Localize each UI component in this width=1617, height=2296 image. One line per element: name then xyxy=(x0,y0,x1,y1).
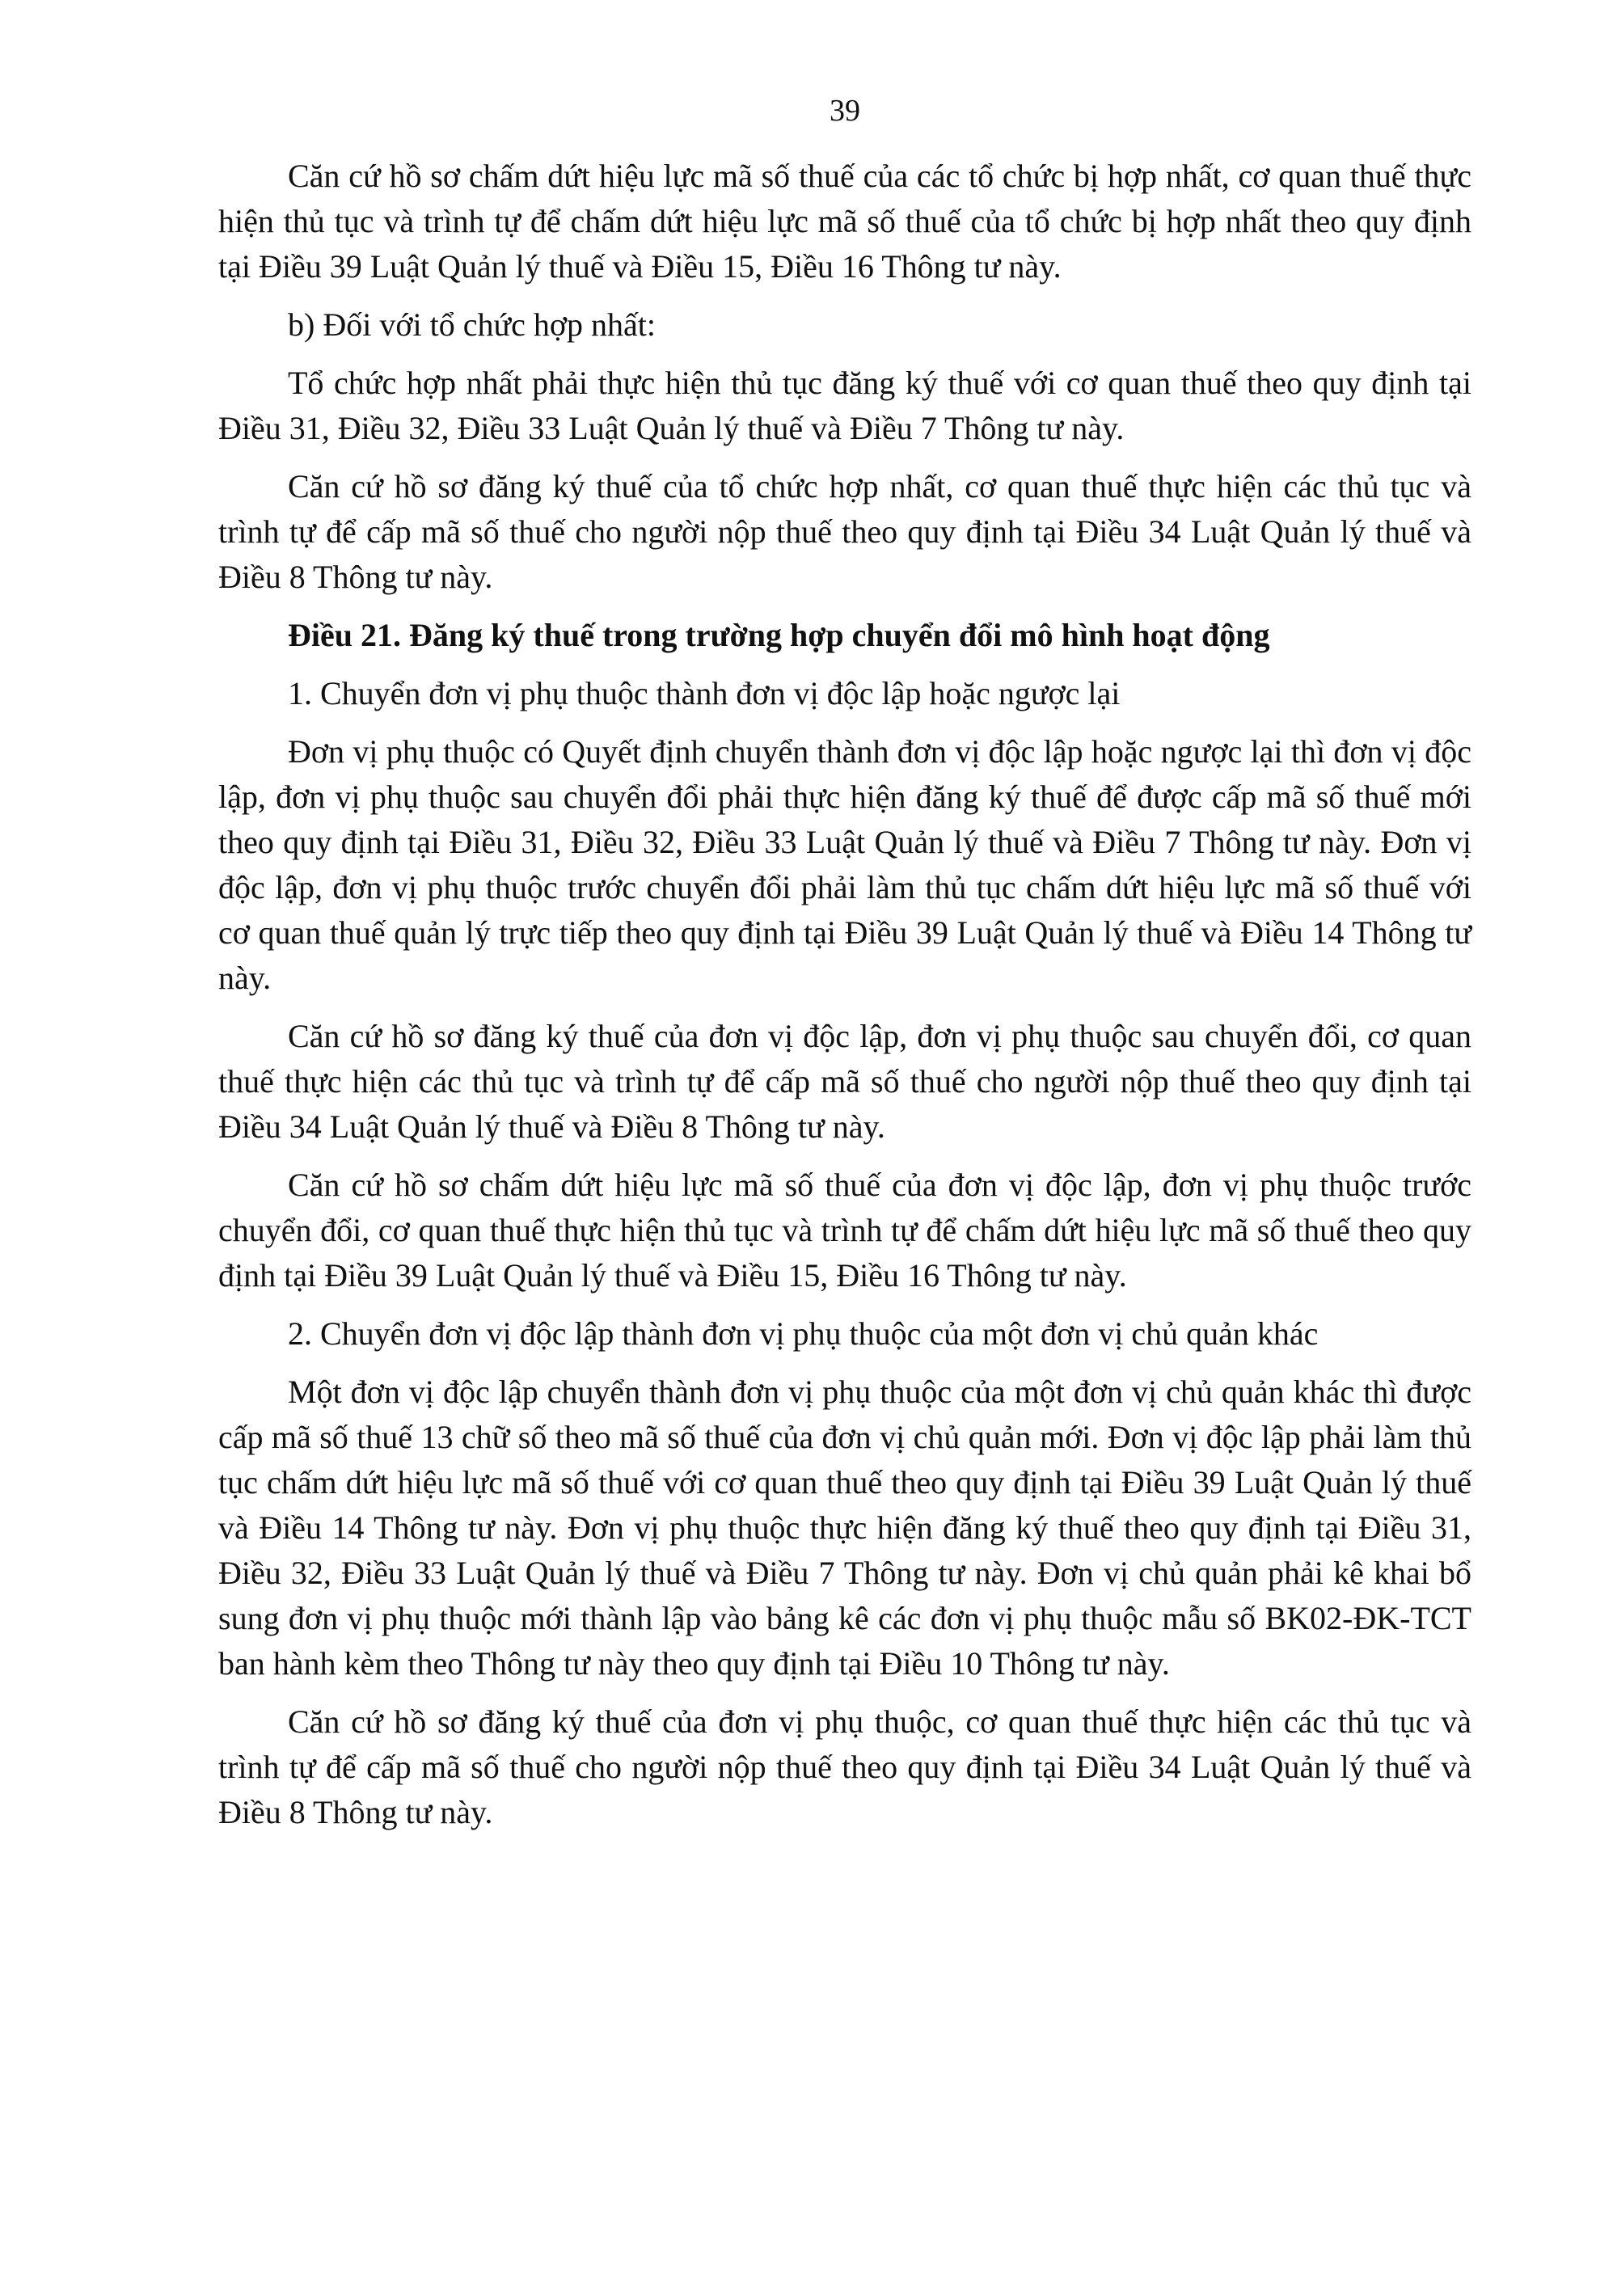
paragraph: Căn cứ hồ sơ đăng ký thuế của tổ chức hợp nhất, cơ quan thuế thực hiện các thủ tục và trình tự để cấp mã số thuế cho người nộp thuế theo quy định tại Điều 34 Luật Quản lý thuế và Điều 8 Thông tư này. xyxy=(218,468,1471,595)
paragraph: Căn cứ hồ sơ chấm dứt hiệu lực mã số thuế của đơn vị độc lập, đơn vị phụ thuộc trước chuyển đổi, cơ quan thuế thực hiện thủ tục và trình tự để chấm dứt hiệu lực mã số thuế theo quy định tại Điều 39 Luật Quản lý thuế và Điều 15, Điều 16 Thông tư này. xyxy=(218,1167,1471,1294)
paragraph: Tổ chức hợp nhất phải thực hiện thủ tục đăng ký thuế với cơ quan thuế theo quy định tại Điều 31, Điều 32, Điều 33 Luật Quản lý thuế và Điều 7 Thông tư này. xyxy=(218,365,1471,446)
paragraph: Căn cứ hồ sơ chấm dứt hiệu lực mã số thuế của các tổ chức bị hợp nhất, cơ quan thuế thực hiện thủ tục và trình tự để chấm dứt hiệu lực mã số thuế của tổ chức bị hợp nhất theo quy định tại Điều 39 Luật Quản lý thuế và Điều 15, Điều 16 Thông tư này. xyxy=(218,158,1471,285)
paragraph: 1. Chuyển đơn vị phụ thuộc thành đơn vị độc lập hoặc ngược lại xyxy=(288,675,1121,711)
paragraph: Căn cứ hồ sơ đăng ký thuế của đơn vị phụ thuộc, cơ quan thuế thực hiện các thủ tục và trình tự để cấp mã số thuế cho người nộp thuế theo quy định tại Điều 34 Luật Quản lý thuế và Điều 8 Thông tư này. xyxy=(218,1703,1471,1830)
paragraph: Đơn vị phụ thuộc có Quyết định chuyển thành đơn vị độc lập hoặc ngược lại thì đơn vị độc lập, đơn vị phụ thuộc sau chuyển đổi phải thực hiện đăng ký thuế để được cấp mã số thuế mới theo quy định tại Điều 31, Điều 32, Điều 33 Luật Quản lý thuế và Điều 7 Thông tư này. Đơn vị độc lập, đơn vị phụ thuộc trước chuyển đổi phải làm thủ tục chấm dứt hiệu lực mã số thuế với cơ quan thuế quản lý trực tiếp theo quy định tại Điều 39 Luật Quản lý thuế và Điều 14 Thông tư này. xyxy=(218,733,1471,996)
paragraph: b) Đối với tổ chức hợp nhất: xyxy=(288,306,657,343)
article-heading: Điều 21. Đăng ký thuế trong trường hợp chuyển đổi mô hình hoạt động xyxy=(288,617,1270,653)
paragraph: Một đơn vị độc lập chuyển thành đơn vị phụ thuộc của một đơn vị chủ quản khác thì được cấp mã số thuế 13 chữ số theo mã số thuế của đơn vị chủ quản mới. Đơn vị độc lập phải làm thủ tục chấm dứt hiệu lực mã số thuế với cơ quan thuế theo quy định tại Điều 39 Luật Quản lý thuế và Điều 14 Thông tư này. Đơn vị phụ thuộc thực hiện đăng ký thuế theo quy định tại Điều 31, Điều 32, Điều 33 Luật Quản lý thuế và Điều 7 Thông tư này. Đơn vị chủ quản phải kê khai bổ sung đơn vị phụ thuộc mới thành lập vào bảng kê các đơn vị phụ thuộc mẫu số BK02-ĐK-TCT ban hành kèm theo Thông tư này theo quy định tại Điều 10 Thông tư này. xyxy=(218,1374,1471,1682)
paragraph: 2. Chuyển đơn vị độc lập thành đơn vị phụ thuộc của một đơn vị chủ quản khác xyxy=(288,1315,1319,1352)
page-number: 39 xyxy=(830,94,860,128)
paragraph: Căn cứ hồ sơ đăng ký thuế của đơn vị độc lập, đơn vị phụ thuộc sau chuyển đổi, cơ quan thuế thực hiện các thủ tục và trình tự để cấp mã số thuế cho người nộp thuế theo quy định tại Điều 34 Luật Quản lý thuế và Điều 8 Thông tư này. xyxy=(218,1018,1471,1145)
